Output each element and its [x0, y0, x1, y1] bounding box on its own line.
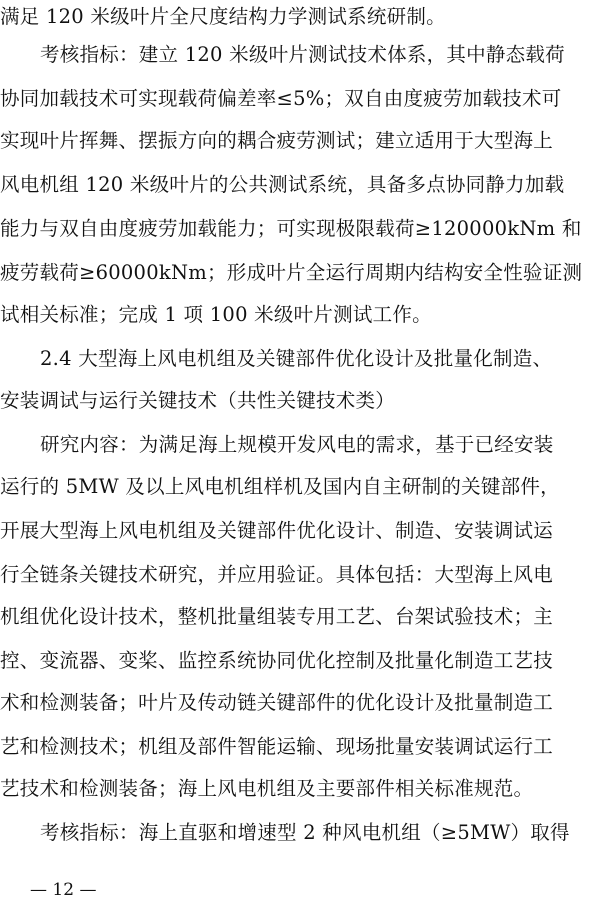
text-line: 考核指标：海上直驱和增速型 2 种风电机组（≥5MW）取得	[40, 821, 570, 844]
text-line: 艺和检测技术；机组及部件智能运输、现场批量安装调试运行工	[0, 735, 554, 758]
section-heading-line: 安装调试与运行关键技术（共性关键技术类）	[0, 389, 396, 412]
text-line: 满足 120 米级叶片全尺度结构力学测试系统研制。	[0, 5, 446, 28]
text-line: 风电机组 120 米级叶片的公共测试系统，具备多点协同静力加载	[0, 173, 565, 196]
page-number: — 12 —	[30, 880, 97, 900]
text-line: 研究内容：为满足海上规模开发风电的需求，基于已经安装	[40, 433, 554, 456]
text-line: 实现叶片挥舞、摆振方向的耦合疲劳测试；建立适用于大型海上	[0, 129, 554, 152]
text-line: 开展大型海上风电机组及关键部件优化设计、制造、安装调试运	[0, 519, 554, 542]
text-line: 运行的 5MW 及以上风电机组样机及国内自主研制的关键部件，	[0, 475, 560, 498]
text-line: 机组优化设计技术，整机批量组装专用工艺、台架试验技术；主	[0, 605, 554, 628]
text-line: 艺技术和检测装备；海上风电机组及主要部件相关标准规范。	[0, 777, 534, 800]
section-heading-line: 2.4 大型海上风电机组及关键部件优化设计及批量化制造、	[40, 347, 553, 370]
text-line: 能力与双自由度疲劳加载能力；可实现极限载荷≥120000kNm 和	[0, 217, 582, 240]
text-line: 试相关标准；完成 1 项 100 米级叶片测试工作。	[0, 303, 432, 326]
text-line: 考核指标：建立 120 米级叶片测试技术体系，其中静态载荷	[40, 43, 565, 66]
text-line: 疲劳载荷≥60000kNm；形成叶片全运行周期内结构安全性验证测	[0, 261, 583, 284]
text-line: 行全链条关键技术研究，并应用验证。具体包括：大型海上风电	[0, 563, 554, 586]
text-line: 控、变流器、变桨、监控系统协同优化控制及批量化制造工艺技	[0, 649, 554, 672]
text-line: 协同加载技术可实现载荷偏差率≤5%；双自由度疲劳加载技术可	[0, 87, 562, 110]
text-line: 术和检测装备；叶片及传动链关键部件的优化设计及批量制造工	[0, 691, 554, 714]
